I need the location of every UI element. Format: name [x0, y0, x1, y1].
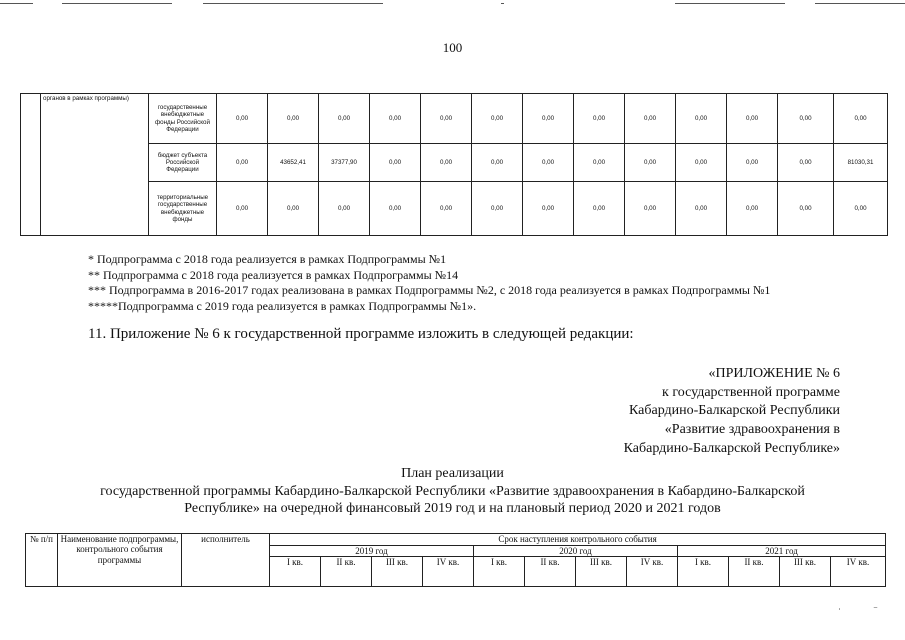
header-quarter: II кв.: [525, 557, 576, 587]
appendix-header: [624, 365, 840, 459]
header-quarter: III кв.: [576, 557, 627, 587]
header-quarter: I кв.: [474, 557, 525, 587]
footnotes: [88, 252, 770, 314]
header-year: 2021 год: [678, 546, 886, 557]
value-cell: 0,00: [421, 144, 472, 182]
footnote: ** Подпрограмма с 2018 года реализуется в рамках Подпрограммы №14: [88, 267, 459, 282]
value-cell: 0,00: [727, 94, 778, 144]
program-cell: органов в рамках программы): [41, 94, 149, 236]
value-cell: 0,00: [778, 182, 834, 236]
header-quarter: IV кв.: [627, 557, 678, 587]
appendix-line: к государственной программе: [662, 384, 840, 400]
scan-mark: ˙: [838, 607, 841, 617]
value-cell: 0,00: [727, 144, 778, 182]
header-num: № п/п: [26, 534, 58, 587]
footnote: *****Подпрограмма с 2019 года реализуется в рамках Подпрограммы №1».: [88, 298, 477, 313]
value-cell: 0,00: [217, 182, 268, 236]
appendix-line: Кабардино-Балкарской Республике»: [623, 440, 840, 456]
header-quarter: I кв.: [678, 557, 729, 587]
value-cell: 0,00: [727, 182, 778, 236]
value-cell: 0,00: [421, 182, 472, 236]
value-cell: 0,00: [676, 182, 727, 236]
value-cell: 0,00: [625, 182, 676, 236]
value-cell: 0,00: [625, 94, 676, 144]
value-cell: 0,00: [676, 94, 727, 144]
value-cell: 0,00: [834, 94, 888, 144]
value-cell: 0,00: [523, 182, 574, 236]
appendix-line: Кабардино-Балкарской Республики: [629, 403, 840, 419]
footnote: * Подпрограмма с 2018 года реализуется в рамках Подпрограммы №1: [88, 252, 447, 266]
source-cell: бюджет субъекта Российской Федерации: [149, 144, 217, 182]
value-cell: 0,00: [523, 144, 574, 182]
value-cell: 0,00: [676, 144, 727, 182]
value-cell: 0,00: [370, 182, 421, 236]
value-cell: 0,00: [472, 94, 523, 144]
value-cell: 0,00: [472, 182, 523, 236]
value-cell: 0,00: [217, 94, 268, 144]
table-row: [21, 144, 888, 182]
value-cell: 0,00: [778, 144, 834, 182]
section-paragraph: 11. Приложение № 6 к государственной программе изложить в следующей редакции:: [88, 326, 634, 342]
header-quarter: III кв.: [780, 557, 831, 587]
header-name: Наименование подпрограммы, контрольного события программы: [58, 534, 182, 587]
header-quarter: II кв.: [321, 557, 372, 587]
header-quarter: III кв.: [372, 557, 423, 587]
value-cell: 0,00: [370, 144, 421, 182]
plan-table: [25, 533, 886, 587]
appendix-line: «Развитие здравоохранения в: [664, 422, 840, 438]
value-cell: 0,00: [421, 94, 472, 144]
scan-mark: ‾: [874, 607, 877, 617]
value-cell: 0,00: [625, 144, 676, 182]
header-quarter: IV кв.: [423, 557, 474, 587]
header-quarter: I кв.: [270, 557, 321, 587]
value-cell: 0,00: [217, 144, 268, 182]
finance-table: [20, 93, 888, 236]
footnote: *** Подпрограмма в 2016-2017 годах реализована в рамках Подпрограммы №2, с 2018 года реализуется в рамках Подпрограммы №1: [88, 283, 771, 297]
value-cell: 0,00: [574, 144, 625, 182]
appendix-line: «ПРИЛОЖЕНИЕ № 6: [708, 366, 840, 381]
header-year: 2020 год: [474, 546, 678, 557]
page-number: 100: [442, 40, 463, 55]
source-cell: территориальные государственные внебюджетные фонды: [149, 182, 217, 236]
value-cell: 0,00: [268, 94, 319, 144]
value-cell: 0,00: [778, 94, 834, 144]
value-cell: 0,00: [834, 182, 888, 236]
value-cell: 0,00: [574, 94, 625, 144]
table-row: [21, 182, 888, 236]
value-cell: 0,00: [472, 144, 523, 182]
value-cell: 0,00: [319, 182, 370, 236]
plan-subtitle: Республике» на очередной финансовый 2019 год и на плановый период 2020 и 2021 годов: [184, 501, 721, 516]
header-executor: исполнитель: [182, 534, 270, 587]
value-cell: 0,00: [523, 94, 574, 144]
empty-cell: [21, 94, 41, 236]
value-cell: 0,00: [268, 182, 319, 236]
value-cell: 37377,90: [319, 144, 370, 182]
header-deadline: Срок наступления контрольного события: [270, 534, 886, 546]
header-quarter: II кв.: [729, 557, 780, 587]
value-cell: 0,00: [574, 182, 625, 236]
plan-subtitle: государственной программы Кабардино-Балкарской Республики «Развитие здравоохранения в Кабардино-Балкарской: [100, 484, 805, 499]
source-cell: государственные внебюджетные фонды Российской Федерации: [149, 94, 217, 144]
table-row: [21, 94, 888, 144]
plan-title: План реализации: [401, 466, 504, 481]
value-cell: 81030,31: [834, 144, 888, 182]
value-cell: 43652,41: [268, 144, 319, 182]
value-cell: 0,00: [319, 94, 370, 144]
header-year: 2019 год: [270, 546, 474, 557]
header-quarter: IV кв.: [831, 557, 886, 587]
value-cell: 0,00: [370, 94, 421, 144]
